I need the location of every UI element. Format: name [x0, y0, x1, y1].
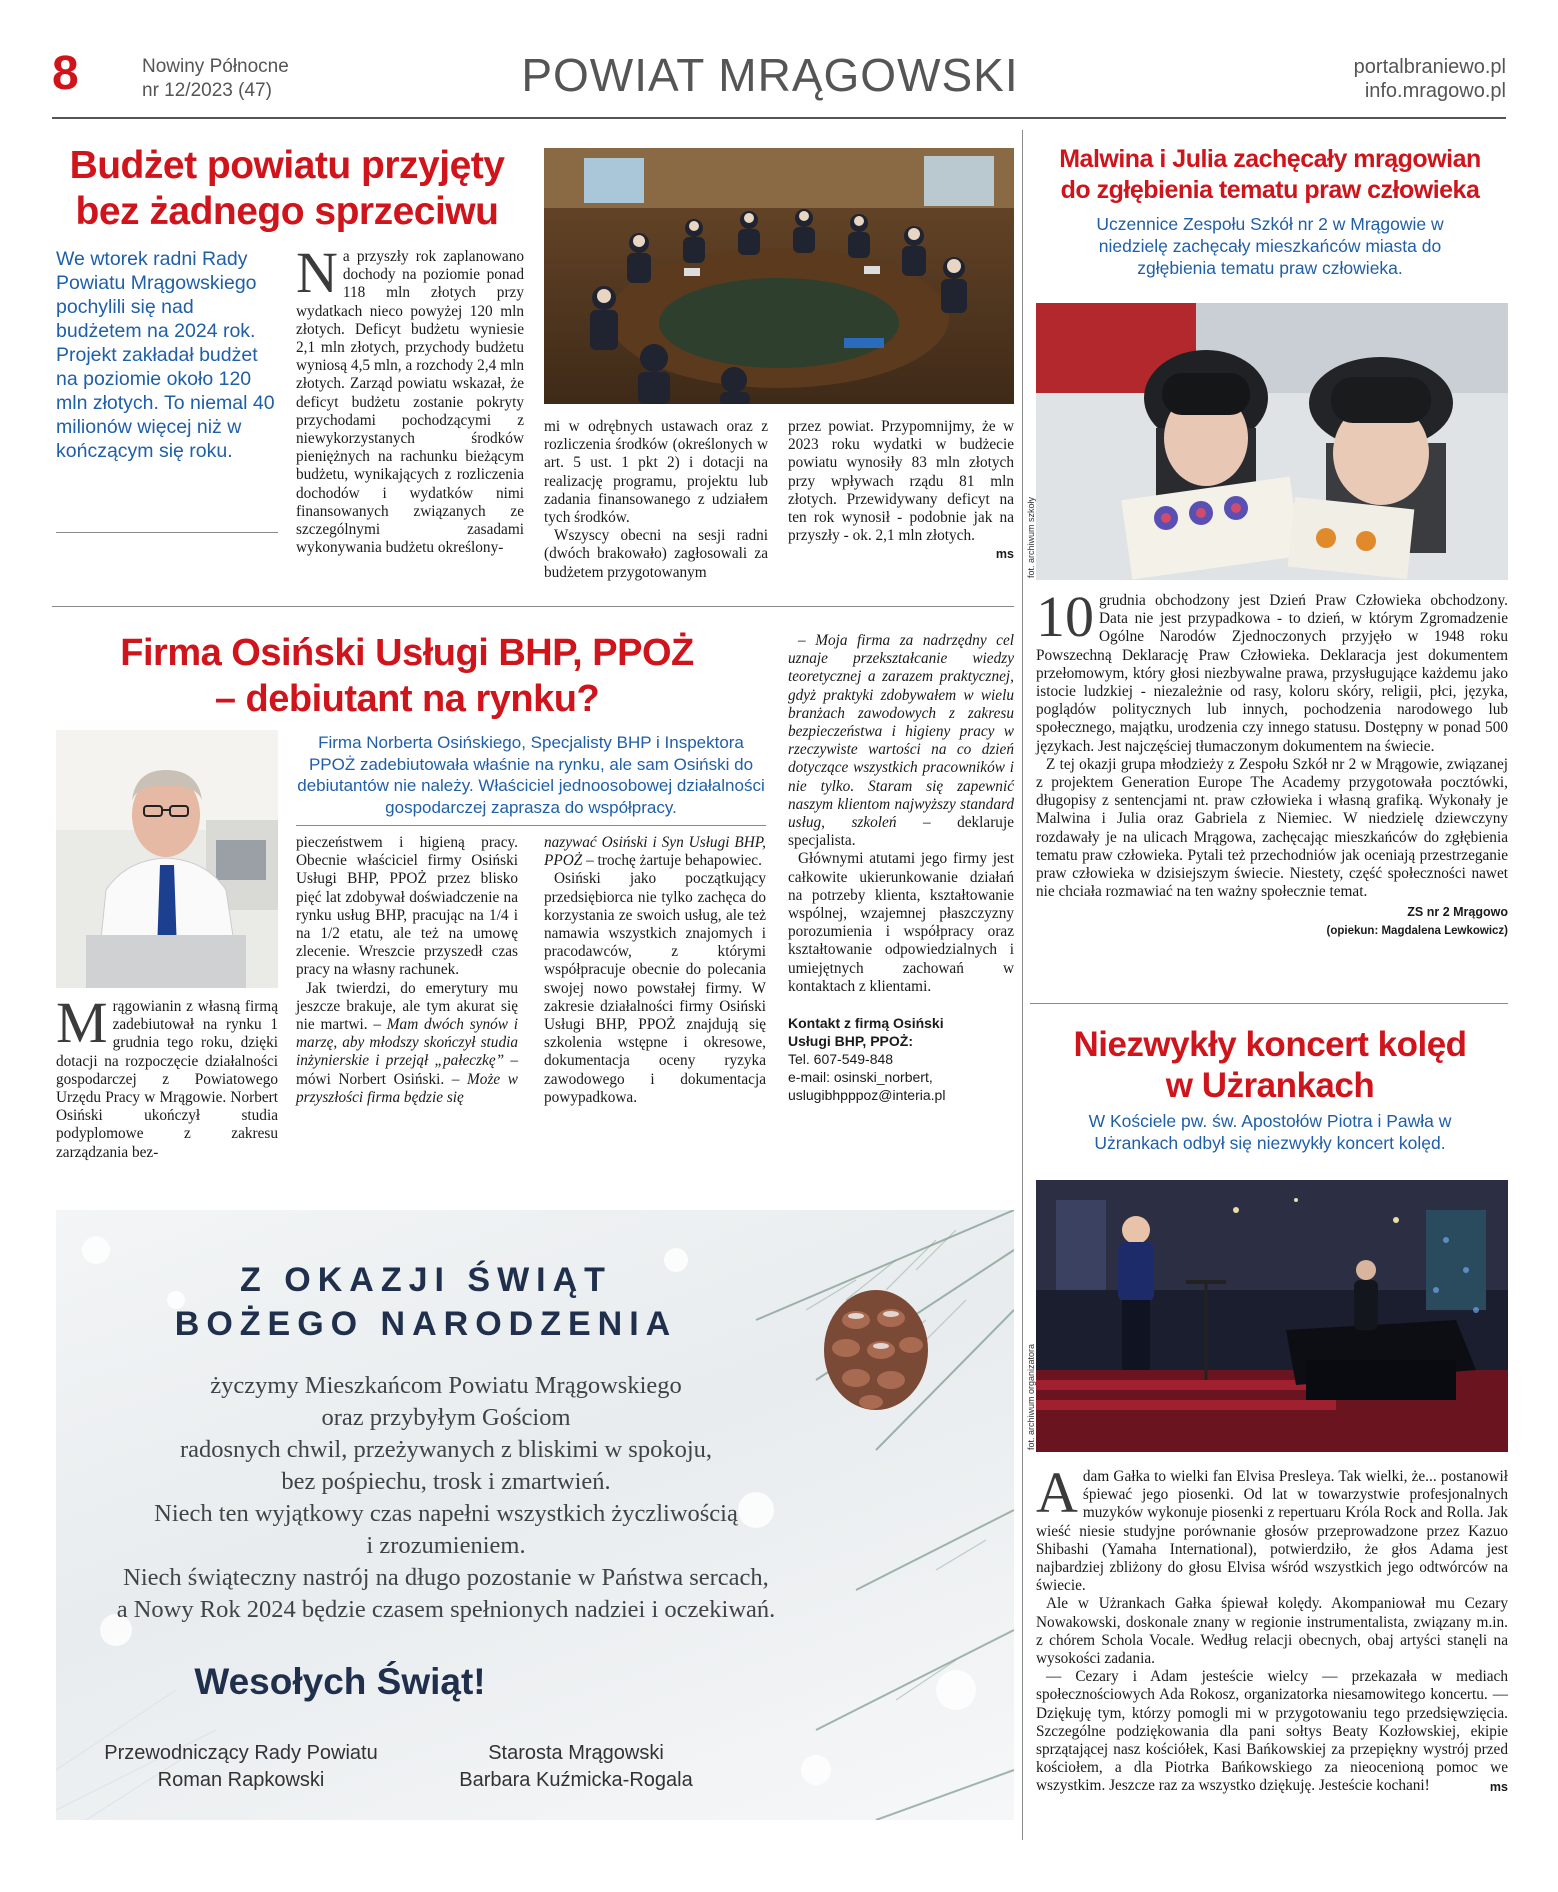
- budget-column-3: przez powiat. Przypomnijmy, że w 2023 roku wydatki w budżecie powiatu wynosiły 83 mln złotych przy wpływach rządu 81 mln złotych. Przewidywany deficyt na ten rok wynosił - podobnie jak na przyszły - ok. 2,1 mln złotych. ms: [788, 418, 1014, 564]
- header-rule: [52, 117, 1506, 119]
- firm-lead-rule: [296, 825, 766, 826]
- budget-title: Budżet powiatu przyjęty bez żadnego sprzeciwu: [69, 144, 505, 233]
- budget-column-1: Na przyszły rok zaplanowano dochody na poziomie ponad 118 mln złotych przy wydatkach nieco powyżej 120 mln złotych. Deficyt budżetu wyniesie 2,1 mln złotych, przychody budżetu wyniosą 4,5 mln, a rozchody 2,4 mln złotych. Zarząd powiatu wskazał, że deficyt budżetu zostanie pokryty przychodami pochodzącymi z niewykorzystanych środków pieniężnych na rachunku bieżącym budżetu, wynikających z rozliczenia dochodów i wydatków nimi finansowanych związanych ze szczególnymi zasadami wykonywania budżetu określony-: [296, 240, 524, 557]
- rights-title: Malwina i Julia zachęcały mrągowian do zgłębienia tematu praw człowieka: [1059, 145, 1481, 204]
- firm-lead: Firma Norberta Osińskiego, Specjalisty BHP i Inspektora PPOŻ zadebiutowała właśnie na rynku, ale sam Osiński do debiutantów nie należy. Właściciel jednoosobowej działalności gospodarczej zaprasza do współpracy.: [297, 733, 765, 817]
- rights-lead: Uczennice Zespołu Szkół nr 2 w Mrągowie w niedzielę zachęcały mieszkańców miasta do zgłębienia tematu praw człowieka.: [1096, 214, 1444, 278]
- concert-title: Niezwykły koncert kolęd w Użrankach: [1073, 1025, 1467, 1105]
- concert-body: Adam Gałka to wielki fan Elvisa Presleya. Tak wielki, że... postanowił śpiewać jego piosenki. Od lat w towarzystwie profesjonalnych muzyków wykonuje piosenki z repertuaru Króla Rock and Rolla. Jak wieść niesie studyjne porównanie głosów przeprowadzone przez Kazuo Shibashi (Yamaha International), potwierdziło, że głos Adama jest najbardziej zbliżony do głosu Elvisa wśród wszystkich jego odtwórców na świecie. Ale w Użrankach Gałka śpiewał kolędy. Akompaniował mu Cezary Nowakowski, doskonale znany w regionie instrumentalista, związany m.in. z chórem Schola Vocale. Według relacji obecnych, obaj artyści stanęli na wysokości zadania. — Cezary i Adam jesteście wielcy — przekazała w mediach społecznościowych Ada Rokosz, organizatorka niesamowitego koncertu. — Dziękuję tym, którzy pomogli mi w przygotowaniu tego przedsięwzięcia. Szczególne podziękowania dla pani sołtys Beaty Kozłowskiej, ekipie sprzątającej nasz kościółek, Kasi Bańkowskiej za przepiękny wystrój przed kościołem, a dla Piotrka Bańkowskiego za nieocenioną pomoc we wszystkim. Jeszcze raz za wszystko dziękuję. Jesteście kochani! ms: [1036, 1460, 1508, 1795]
- concert-photo: [1036, 1180, 1508, 1452]
- concert-lead: W Kościele pw. św. Apostołów Piotra i Pawła w Użrankach odbył się niezwykły koncert kolęd.: [1088, 1111, 1452, 1153]
- christmas-heading: Z OKAZJI ŚWIĄT BOŻEGO NARODZENIA: [174, 1261, 678, 1343]
- column-divider: [1022, 130, 1023, 1840]
- rights-signature: ZS nr 2 Mrągowo: [1407, 905, 1508, 920]
- site-link-2[interactable]: info.mragowo.pl: [1364, 80, 1506, 102]
- paper-name: Nowiny Północne: [142, 56, 289, 77]
- firm-email-2[interactable]: uslugibhpppoz@interia.pl: [788, 1087, 946, 1104]
- issue-number: nr 12/2023 (47): [142, 80, 272, 101]
- students-photo-credit: fot. archiwum szkoły: [1026, 496, 1036, 578]
- site-link-1[interactable]: portalbraniewo.pl: [1353, 56, 1506, 78]
- budget-column-2: mi w odrębnych ustawach oraz z rozliczenia środków (określonych w art. 5 ust. 1 pkt 2) i dotacji na realizację programu, projektu lub zadania finansowanego z udziałem tych środków. Wszyscy obecni na sesji radni (dwóch brakowało) zagłosowali za budżetem przygotowanym: [544, 418, 768, 581]
- firm-column-4: – Moja firma za nadrzędny cel uznaje przekształcanie wiedzy teoretycznej a zarazem praktycznej, gdyż praktyki zdobywałem w wielu branżach zawodowych z zakresu bezpieczeństwa i higieny pracy w rzeczywiste wartości na co dzień dotyczące wszystkich pracowników i nie tylko. Staram się zapewnić naszym klientom najwyższy standard usług, szkoleń – deklaruje specjalista. Głównymi atutami jego firmy jest całkowite ukierunkowanie działań na potrzeby klienta, kształtowanie wspólnej, wzajemnej płaszczyzny porozumienia i współpracy oraz kształtowanie odpowiedzialnych i umiejętnych zachowań w kontaktach z klientami. Kontakt z firmą Osiński Usługi BHP, PPOŻ: Tel. 607-549-848 e-mail: osinski_norbert, uslugibhpppoz@interia.pl: [788, 632, 1014, 1104]
- firm-phone[interactable]: Tel. 607-549-848: [788, 1051, 894, 1068]
- rights-dropcap: 10: [1036, 584, 1094, 649]
- firm-column-1: Mrągowianin z własną firmą zadebiutował na rynku 1 grudnia tego roku, dzięki dotacji na rozpoczęcie działalności gospodarczej z Powiatowego Urzędu Pracy w Mrągowie. Norbert Osiński ukończył studia podyplomowe z zakresu zarządzania bez-: [56, 990, 278, 1161]
- budget-dropcap: N: [296, 240, 338, 305]
- budget-signature: ms: [995, 547, 1014, 562]
- firm-dropcap: M: [56, 990, 108, 1055]
- firm-column-2: pieczeństwem i higieną pracy. Obecnie właściciel firmy Osiński Usługi BHP, PPOŻ przez blisko pięć lat zdobywał doświadczenie na rynku usług BHP, pracując na 1/4 i na 1/2 etatu, ale też na umowę zlecenie. Wreszcie przyszedł czas pracy na własny rachunek. Jak twierdzi, do emerytury mu jeszcze brakuje, ale tym akurat się nie martwi. – Mam dwóch synów i marzę, aby młodszy skończył studia inżynierskie i przejął „pałeczkę” – mówi Norbert Osiński. – Może w przyszłości firma będzie się: [296, 834, 518, 1106]
- pine-cone-icon: [824, 1290, 928, 1410]
- concert-signature: ms: [1489, 1779, 1508, 1794]
- budget-lead: We wtorek radni Rady Powiatu Mrągowskiego pochylili się nad budżetem na 2024 rok. Projekt zakładał budżet na poziomie około 120 mln złotych. To niemal 40 milionów więcej niż w kończącym się roku.: [56, 248, 275, 462]
- firm-contact: Kontakt z firmą Osiński Usługi BHP, PPOŻ: Tel. 607-549-848 e-mail: osinski_norbert, uslugibhpppoz@interia.pl: [788, 1014, 1014, 1104]
- firm-title: Firma Osiński Usługi BHP, PPOŻ – debiutant na rynku?: [120, 632, 694, 720]
- page-number: 8: [52, 47, 79, 100]
- christmas-greeting-ad: [56, 1210, 1014, 1820]
- firm-column-3: nazywać Osiński i Syn Usługi BHP, PPOŻ – trochę żartuje behapowiec. Osiński jako początkujący przedsiębiorca nie tylko zachęca do korzystania ze swoich usług, ale też namawia wszystkich znajomych i pracodawców, z którymi współpracuje obecnie do polecania swojej nowo powstałej firmy. W zakresie działalności firmy Osiński Usługi BHP, PPOŻ znajdują się szkolenia wstępne i okresowe, dokumentacja oceny ryzyka zawodowego i dokumentacja powypadkowa.: [544, 834, 766, 1106]
- students-photo: [1036, 303, 1508, 580]
- council-session-photo: [544, 148, 1014, 404]
- rights-supervisor: (opiekun: Magdalena Lewkowicz): [1326, 924, 1508, 937]
- concert-photo-credit: fot. archiwum organizatora: [1026, 1343, 1036, 1450]
- concert-dropcap: A: [1036, 1460, 1078, 1525]
- christmas-greeting: Wesołych Świąt!: [194, 1661, 486, 1702]
- rights-body: 10 grudnia obchodzony jest Dzień Praw Człowieka obchodzony. Data nie jest przypadkowa - to dzień, w którym Zgromadzenie Ogólne Narodów Zjednoczonych przyjęło w 1948 roku Powszechną Deklarację Praw Człowieka. Deklaracja jest dokumentem przełomowym, który głosi niezbywalne prawa, przysługujące każdemu jako istocie ludzkiej - niezależnie od rasy, koloru skóry, religii, płci, języka, poglądów politycznych lub innych, pochodzenia narodowego lub społecznego, majątku, urodzenia czy innego statusu. Dostępny w ponad 500 językach. Jest najczęściej tłumaczonym dokumentem na świecie. Z tej okazji grupa młodzieży z Zespołu Szkół nr 2 w Mrągowie, związanej z projektem Generation Europe The Academy przygotowała pocztówki, długopisy z sentencjami nt. praw człowieka i własną grafiką. Wykonały je Malwina i Julia oraz Gabriela z Niemiec. W niedzielę dziewczyny rozdawały je na ulicach Mrągowa, zachęcając mieszkańców do zgłębienia tematu praw człowieka. Pytali też przechodniów jak oceniają przestrzeganie praw człowieka w dzisiejszym świecie. Niestety, część społeczności nawet nie chciała rozmawiać na ten ważny społecznie temat. ZS nr 2 Mrągowo (opiekun: Magdalena Lewkowicz): [1036, 592, 1508, 940]
- starost-signature: Starosta Mrągowski Barbara Kuźmicka-Rogala: [459, 1742, 693, 1791]
- rights-bottom-rule: [1030, 1003, 1508, 1004]
- budget-bottom-rule: [52, 606, 1014, 607]
- budget-lead-rule: [56, 532, 278, 533]
- owner-portrait-photo: [56, 730, 278, 988]
- christmas-wishes: życzymy Mieszkańcom Powiatu Mrągowskiego oraz przybyłym Gościom radosnych chwil, przeżywanych z bliskimi w spokoju, bez pośpiechu, trosk i zmartwień. Niech ten wyjątkowy czas napełni wszystkich życzliwością i zrozumieniem. Niech świąteczny nastrój na długo pozostanie w Państwa sercach, a Nowy Rok 2024 będzie czasem spełnionych nadziei i oczekiwań.: [116, 1372, 776, 1623]
- section-title: POWIAT MRĄGOWSKI: [521, 49, 1019, 101]
- council-chair-signature: Przewodniczący Rady Powiatu Roman Rapkowski: [104, 1742, 378, 1791]
- firm-email-1: e-mail: osinski_norbert,: [788, 1069, 933, 1086]
